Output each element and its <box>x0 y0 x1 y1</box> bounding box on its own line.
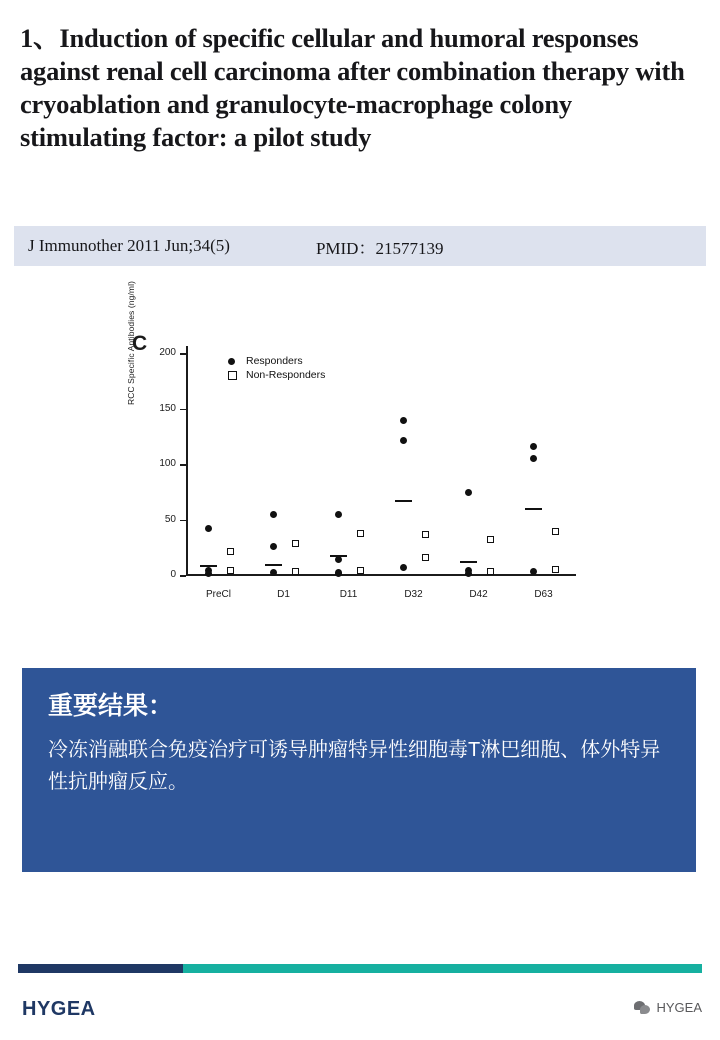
figure-scatter-plot <box>126 280 590 620</box>
figure-data-point <box>530 455 537 462</box>
figure-data-point <box>270 569 277 576</box>
figure-data-point <box>205 525 212 532</box>
legend-label: Non-Responders <box>246 369 326 381</box>
figure-data-point <box>357 530 364 537</box>
figure-y-tick-label: 0 <box>170 569 176 581</box>
figure-mean-bar <box>265 564 282 566</box>
figure-plot-area <box>159 346 576 600</box>
figure-data-point <box>400 417 407 424</box>
footer-wechat-label: HYGEA <box>656 1000 702 1015</box>
page-title: 1、Induction of specific cellular and humoral responses against renal cell carcinoma after combination therapy with cryoablation and granulocyte-macrophage colony stimulating factor: a pilot study <box>20 23 685 152</box>
figure-data-point <box>400 437 407 444</box>
figure-data-point <box>487 536 494 543</box>
footer-brand: HYGEA <box>22 998 96 1020</box>
figure-y-tick-label: 50 <box>164 513 176 525</box>
figure-data-point <box>227 548 234 555</box>
figure-data-point <box>292 568 299 575</box>
figure-mean-bar <box>200 565 217 567</box>
figure-x-tick-label: PreCl <box>205 589 232 600</box>
figure-data-point <box>552 566 559 573</box>
figure-y-tick-label: 200 <box>159 347 176 359</box>
figure-data-point <box>335 570 342 577</box>
figure-data-point <box>465 570 472 577</box>
figure-data-point <box>552 528 559 535</box>
figure-mean-bar <box>330 555 347 557</box>
figure-data-point <box>270 511 277 518</box>
figure-data-point <box>465 489 472 496</box>
figure-y-tick <box>159 402 186 414</box>
figure-data-point <box>422 554 429 561</box>
figure-y-axis <box>186 346 188 576</box>
figure-data-point <box>205 570 212 577</box>
figure-data-point <box>335 511 342 518</box>
key-result-body: 冷冻消融联合免疫治疗可诱导肿瘤特异性细胞毒T淋巴细胞、体外特异性抗肿瘤反应。 <box>48 739 661 793</box>
figure-mean-bar <box>460 561 477 563</box>
figure-x-tick-label: D1 <box>277 589 290 600</box>
figure-x-tick-label: D63 <box>534 589 553 600</box>
figure-data-point <box>227 567 234 574</box>
figure-y-tick-label: 100 <box>159 458 176 470</box>
figure-x-tick-label: D32 <box>404 589 423 600</box>
figure-y-tick-label: 150 <box>159 402 176 414</box>
figure-data-point <box>270 543 277 550</box>
legend-label: Responders <box>246 355 303 367</box>
footer-rule-teal <box>183 964 702 973</box>
figure-y-axis-label: RCC Specific Antibodies (ng/ml) <box>126 280 136 406</box>
figure-data-point <box>400 564 407 571</box>
figure-y-tick <box>159 347 186 359</box>
figure-y-tick <box>159 458 186 470</box>
key-result-box <box>22 668 696 872</box>
figure-y-tick <box>164 513 186 525</box>
figure-data-point <box>292 540 299 547</box>
figure-x-tick-label: D42 <box>469 589 488 600</box>
figure-mean-bar <box>395 500 412 502</box>
wechat-icon <box>634 1001 651 1015</box>
citation-journal: J Immunother 2011 Jun;34(5) <box>28 236 230 255</box>
figure-data-point <box>530 443 537 450</box>
figure-data-point <box>422 531 429 538</box>
figure-data-point <box>530 568 537 575</box>
footer-rule-dark <box>18 964 183 973</box>
figure-data-point <box>487 568 494 575</box>
figure-data-point <box>357 567 364 574</box>
figure-mean-bar <box>525 508 542 510</box>
footer-wechat <box>634 1000 702 1015</box>
figure-x-axis <box>186 574 576 576</box>
figure-x-tick-label: D11 <box>339 589 358 600</box>
key-result-heading: 重要结果： <box>48 692 174 720</box>
citation-bar <box>14 226 706 266</box>
figure-panel-letter: C <box>132 332 148 355</box>
citation-pmid: PMID：21577139 <box>315 238 444 258</box>
figure-y-tick <box>170 569 186 581</box>
